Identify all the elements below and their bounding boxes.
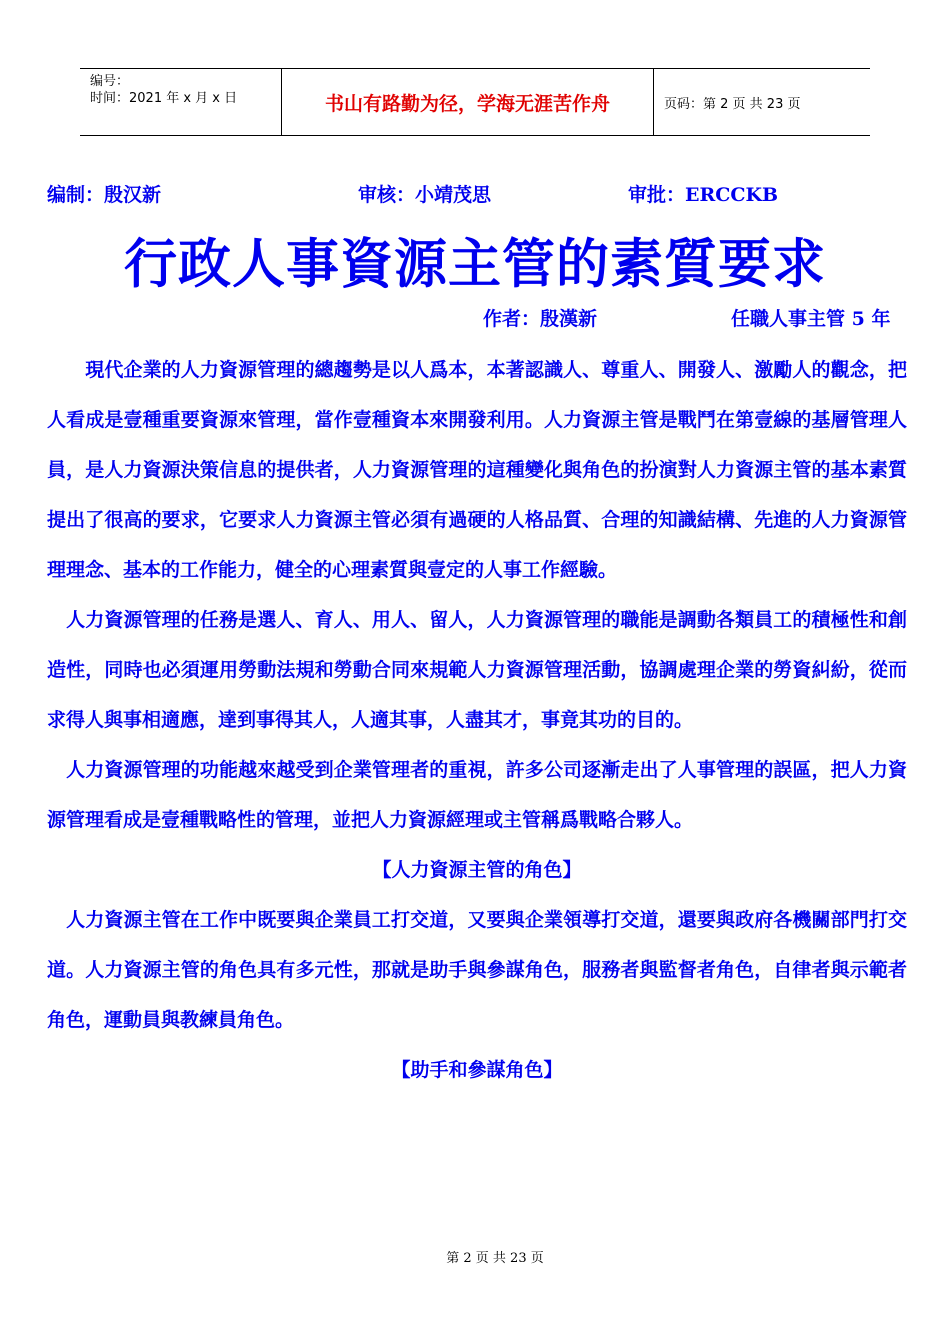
reviewer-label: 审核：小靖茂思 <box>358 184 492 206</box>
page-footer: 第 2 页 共 23 页 <box>446 1251 544 1266</box>
author-position: 任職人事主管 5 年 <box>731 308 891 330</box>
page-title: 行政人事資源主管的素質要求 <box>124 234 826 295</box>
header-motto-cell <box>281 69 654 135</box>
paragraph-role: 人力資源主管在工作中既要與企業員工打交道，又要與企業領導打交道，還要與政府各機關部門打交道。人力資源主管的角色具有多元性，那就是助手與參謀角色，服務者與監督者角色，自律者與示範者角色，運動員與教練員角色。 <box>47 909 907 1031</box>
author-name: 作者：殷漢新 <box>483 308 598 330</box>
editor-label: 编制：殷汉新 <box>47 184 162 206</box>
section-heading-assistant: 【助手和參謀角色】 <box>391 1059 563 1081</box>
paragraph-tasks: 人力資源管理的任務是選人、育人、用人、留人，人力資源管理的職能是調動各類員工的積極性和創造性，同時也必須運用勞動法規和勞動合同來規範人力資源管理活動，協調處理企業的勞資糾紛，從而求得人與事相適應，達到事得其人，人適其事，人盡其才，事竟其功的目的。 <box>47 609 907 731</box>
document-body <box>47 345 907 1095</box>
header-page-code-cell <box>654 69 870 135</box>
approver-label: 审批：ERCCKB <box>628 184 779 206</box>
document-time-label: 时间：2021 年 x 月 x 日 <box>90 91 238 106</box>
paragraph-intro: 現代企業的人力資源管理的總趨勢是以人爲本，本著認識人、尊重人、開發人、激勵人的觀念，把人看成是壹種重要資源來管理，當作壹種資本來開發利用。人力資源主管是戰鬥在第壹線的基層管理人員，是人力資源決策信息的提供者，人力資源管理的這種變化與角色的扮演對人力資源主管的基本素質提出了很高的要求，它要求人力資源主管必須有過硬的人格品質、合理的知識結構、先進的人力資源管理理念、基本的工作能力，健全的心理素質與壹定的人事工作經驗。 <box>47 359 907 581</box>
document-number-label: 编号： <box>90 74 130 89</box>
paragraph-functions: 人力資源管理的功能越來越受到企業管理者的重視，許多公司逐漸走出了人事管理的誤區，把人力資源管理看成是壹種戰略性的管理，並把人力資源經理或主管稱爲戰略合夥人。 <box>47 759 907 831</box>
header-left-cell <box>80 69 281 135</box>
header-page-code: 页码：第 2 页 共 23 页 <box>664 96 801 112</box>
document-meta-row <box>47 180 910 206</box>
header-motto: 书山有路勤为径，学海无涯苦作舟 <box>324 92 610 115</box>
document-header-table <box>80 68 870 136</box>
section-heading-role: 【人力資源主管的角色】 <box>372 859 582 881</box>
